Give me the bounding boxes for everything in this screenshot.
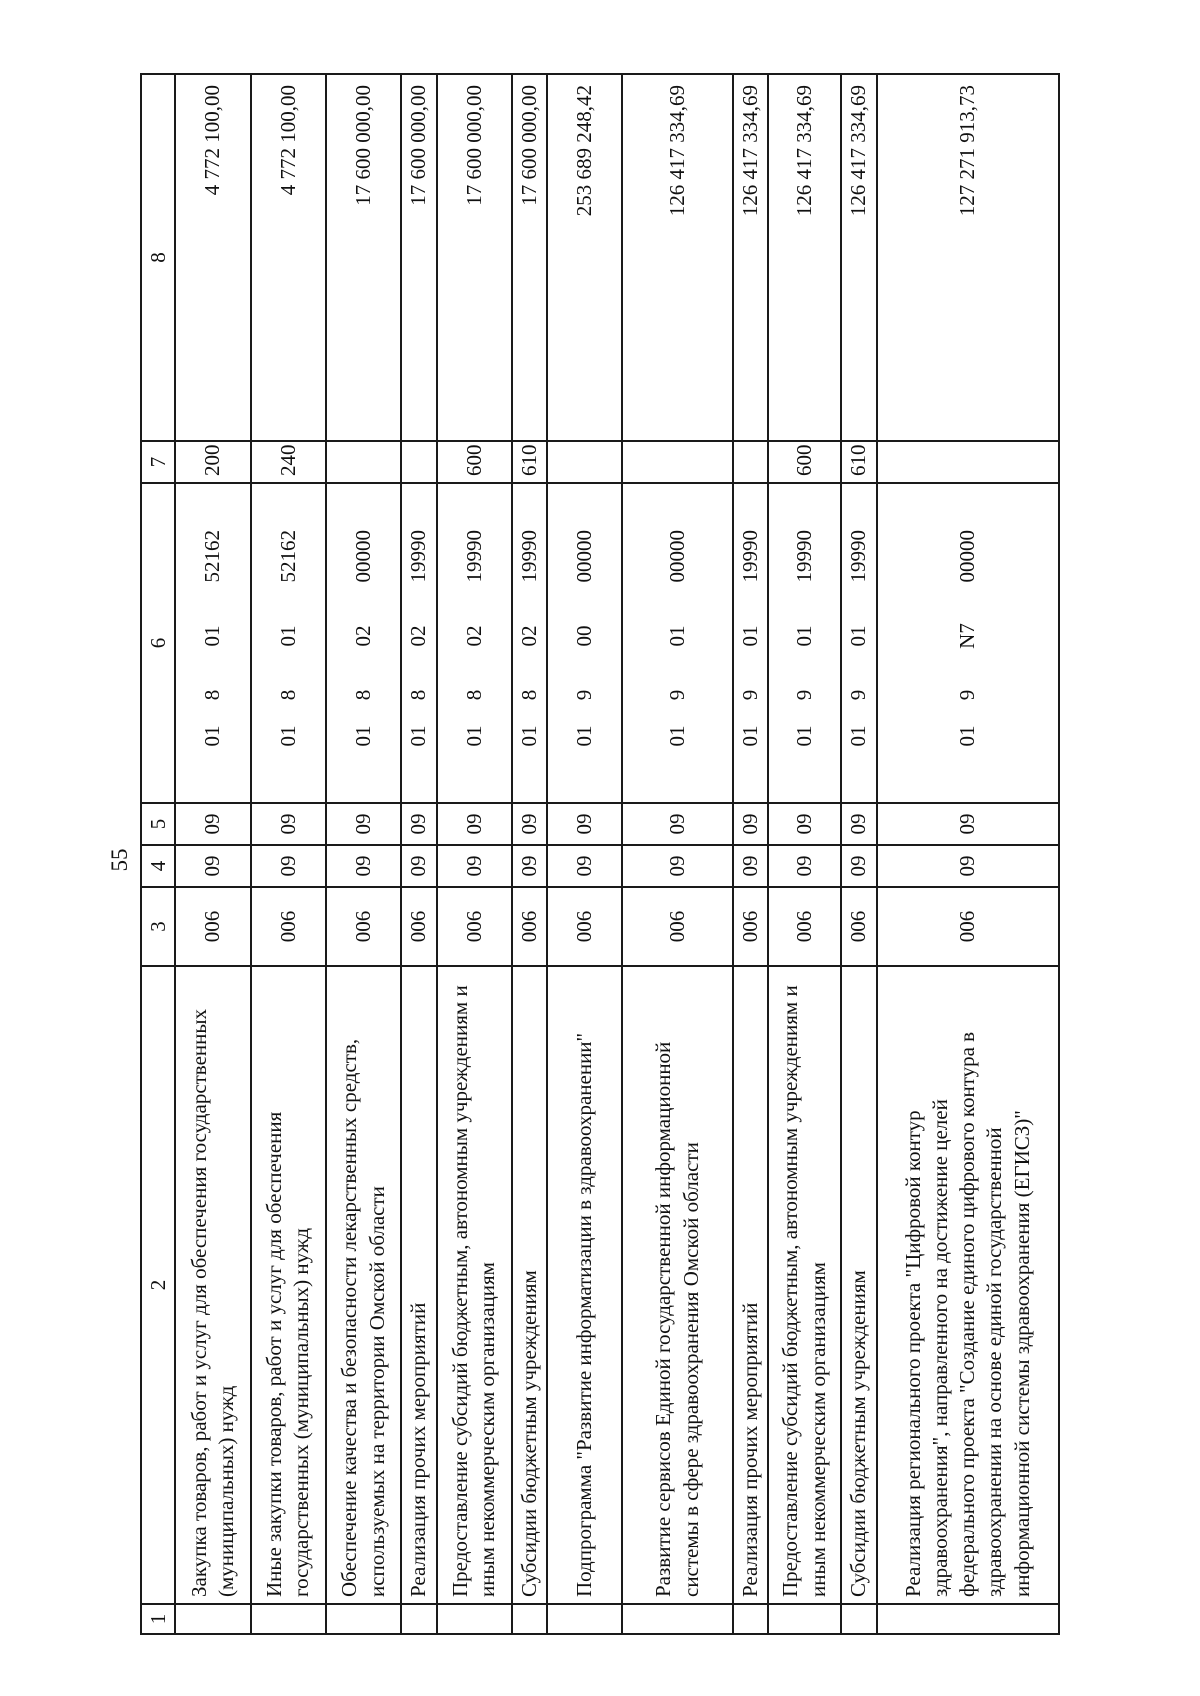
header-col-6: 6 <box>141 483 175 803</box>
row-code-col6 <box>326 483 401 803</box>
header-col-3: 3 <box>141 887 175 966</box>
col6-part-1: 01 <box>351 725 375 747</box>
header-col-7: 7 <box>141 441 175 483</box>
row-code-col3: 006 <box>437 887 512 966</box>
row-name: Субсидии бюджетным учреждениям <box>841 966 876 1604</box>
col6-part-3: 02 <box>406 625 431 647</box>
row-code-col4: 09 <box>547 845 622 887</box>
row-code-col3: 006 <box>326 887 401 966</box>
row-index-cell <box>401 1604 436 1634</box>
col6-part-1: 01 <box>846 725 871 747</box>
row-amount: 126 417 334,69 <box>622 74 733 441</box>
row-code-col4: 09 <box>175 845 250 887</box>
row-index-cell <box>326 1604 401 1634</box>
table-row <box>841 74 876 1634</box>
col6-part-3: 01 <box>200 625 225 647</box>
row-index-cell <box>877 1604 1060 1634</box>
row-name: Закупка товаров, работ и услуг для обеспечения государственных (муниципальных) нужд <box>175 966 250 1604</box>
col6-part-1: 01 <box>461 725 486 747</box>
row-code-col5: 09 <box>547 803 622 845</box>
row-amount: 4 772 100,00 <box>175 74 250 441</box>
col6-part-1: 01 <box>406 725 431 747</box>
row-index-cell <box>437 1604 512 1634</box>
table-row <box>326 74 401 1634</box>
col6-part-4: 19990 <box>846 530 871 583</box>
row-code-col4: 09 <box>877 845 1060 887</box>
row-code-col4: 09 <box>401 845 436 887</box>
page-number: 55 <box>107 848 132 872</box>
row-name: Развитие сервисов Единой государственной информационной системы в сфере здравоохранения Омской области <box>622 966 733 1604</box>
col6-part-1: 01 <box>737 725 762 747</box>
row-amount: 17 600 000,00 <box>326 74 401 441</box>
table-row <box>877 74 1060 1634</box>
row-code-col7 <box>733 441 768 483</box>
row-amount: 17 600 000,00 <box>512 74 547 441</box>
col6-part-2: 8 <box>275 689 300 701</box>
row-code-col6 <box>768 483 841 803</box>
row-code-col5: 09 <box>877 803 1060 845</box>
row-amount: 4 772 100,00 <box>251 74 326 441</box>
row-code-col7 <box>326 441 401 483</box>
col6-part-4: 19990 <box>792 530 817 583</box>
row-code-col7: 600 <box>768 441 841 483</box>
row-code-col3: 006 <box>401 887 436 966</box>
row-name: Предоставление субсидий бюджетным, автономным учреждениям и иным некоммерческим организациям <box>437 966 512 1604</box>
col6-part-3: 01 <box>275 625 300 647</box>
row-code-col4: 09 <box>251 845 326 887</box>
row-code-col4: 09 <box>326 845 401 887</box>
row-code-col3: 006 <box>733 887 768 966</box>
row-code-col7: 600 <box>437 441 512 483</box>
row-amount: 17 600 000,00 <box>437 74 512 441</box>
table-row <box>768 74 841 1634</box>
col6-part-4: 19990 <box>737 530 762 583</box>
row-code-col7 <box>877 441 1060 483</box>
row-index-cell <box>733 1604 768 1634</box>
col6-part-2: 9 <box>572 689 597 701</box>
row-code-col6 <box>251 483 326 803</box>
row-code-col6 <box>401 483 436 803</box>
row-index-cell <box>622 1604 733 1634</box>
row-index-cell <box>768 1604 841 1634</box>
table-row <box>547 74 622 1634</box>
col6-part-4: 52162 <box>275 530 300 583</box>
row-index-cell <box>512 1604 547 1634</box>
col6-part-3: 02 <box>516 625 541 647</box>
row-code-col3: 006 <box>547 887 622 966</box>
col6-part-2: 9 <box>955 689 980 701</box>
row-amount: 127 271 913,73 <box>877 74 1060 441</box>
col6-part-1: 01 <box>275 725 300 747</box>
col6-part-2: 9 <box>846 689 871 701</box>
col6-part-1: 01 <box>572 725 597 747</box>
header-col-1: 1 <box>141 1604 175 1634</box>
col6-part-3: 01 <box>665 625 690 647</box>
table-row <box>401 74 436 1634</box>
row-code-col5: 09 <box>326 803 401 845</box>
col6-part-2: 8 <box>351 689 375 701</box>
row-code-col4: 09 <box>512 845 547 887</box>
header-col-8: 8 <box>141 74 175 441</box>
row-code-col5: 09 <box>437 803 512 845</box>
row-code-col4: 09 <box>437 845 512 887</box>
row-name: Подпрограмма "Развитие информатизации в здравоохранении" <box>547 966 622 1604</box>
row-amount: 253 689 248,42 <box>547 74 622 441</box>
row-code-col7: 200 <box>175 441 250 483</box>
row-code-col6 <box>437 483 512 803</box>
col6-part-1: 01 <box>200 725 225 747</box>
row-amount: 126 417 334,69 <box>733 74 768 441</box>
row-code-col5: 09 <box>841 803 876 845</box>
row-code-col3: 006 <box>877 887 1060 966</box>
row-code-col4: 09 <box>733 845 768 887</box>
row-amount: 126 417 334,69 <box>841 74 876 441</box>
col6-part-4: 00000 <box>572 530 597 583</box>
row-name: Реализация регионального проекта "Цифровой контур здравоохранения", направленного на достижение целей федерального проекта "Создание единого цифрового контура в здравоохранении на основе единой государственной информационной системы здравоохранения (ЕГИСЗ)" <box>877 966 1060 1604</box>
row-code-col5: 09 <box>768 803 841 845</box>
row-code-col5: 09 <box>733 803 768 845</box>
col6-part-4: 19990 <box>406 530 431 583</box>
col6-part-1: 01 <box>955 725 980 747</box>
col6-part-2: 9 <box>737 689 762 701</box>
table-row <box>175 74 250 1634</box>
row-index-cell <box>251 1604 326 1634</box>
table-row <box>437 74 512 1634</box>
col6-part-3: N7 <box>955 623 980 649</box>
col6-part-3: 01 <box>846 625 871 647</box>
col6-part-3: 00 <box>572 625 597 647</box>
col6-part-4: 19990 <box>516 530 541 583</box>
row-code-col3: 006 <box>251 887 326 966</box>
table-row <box>251 74 326 1634</box>
row-code-col6 <box>622 483 733 803</box>
row-code-col3: 006 <box>512 887 547 966</box>
budget-table <box>140 73 1060 1635</box>
row-name: Обеспечение качества и безопасности лекарственных средств, используемых на территории Омской области <box>326 966 401 1604</box>
row-code-col3: 006 <box>768 887 841 966</box>
row-code-col3: 006 <box>175 887 250 966</box>
col6-part-4: 19990 <box>461 530 486 583</box>
row-code-col6 <box>733 483 768 803</box>
row-index-cell <box>547 1604 622 1634</box>
col6-part-4: 00000 <box>955 530 980 583</box>
row-name: Реализация прочих мероприятий <box>401 966 436 1604</box>
row-code-col6 <box>841 483 876 803</box>
row-index-cell <box>175 1604 250 1634</box>
row-code-col7 <box>547 441 622 483</box>
table-row <box>512 74 547 1634</box>
rotated-table-frame <box>140 75 1060 1635</box>
table-row <box>733 74 768 1634</box>
col6-part-1: 01 <box>516 725 541 747</box>
row-name: Реализация прочих мероприятий <box>733 966 768 1604</box>
row-code-col6 <box>877 483 1060 803</box>
row-amount: 126 417 334,69 <box>768 74 841 441</box>
row-code-col7 <box>401 441 436 483</box>
header-col-4: 4 <box>141 845 175 887</box>
row-name: Субсидии бюджетным учреждениям <box>512 966 547 1604</box>
col6-part-2: 9 <box>665 689 690 701</box>
col6-part-4: 00000 <box>665 530 690 583</box>
row-code-col5: 09 <box>251 803 326 845</box>
header-col-2: 2 <box>141 966 175 1604</box>
header-col-5: 5 <box>141 803 175 845</box>
col6-part-1: 01 <box>665 725 690 747</box>
row-code-col6 <box>175 483 250 803</box>
row-code-col3: 006 <box>622 887 733 966</box>
row-name: Предоставление субсидий бюджетным, автономным учреждениям и иным некоммерческим организациям <box>768 966 841 1604</box>
row-name: Иные закупки товаров, работ и услуг для обеспечения государственных (муниципальных) нужд <box>251 966 326 1604</box>
col6-part-3: 02 <box>461 625 486 647</box>
col6-part-3: 01 <box>792 625 817 647</box>
row-amount: 17 600 000,00 <box>401 74 436 441</box>
row-code-col6 <box>547 483 622 803</box>
row-code-col5: 09 <box>512 803 547 845</box>
row-code-col4: 09 <box>622 845 733 887</box>
row-code-col5: 09 <box>622 803 733 845</box>
row-code-col5: 09 <box>401 803 436 845</box>
col6-part-3: 02 <box>351 625 375 647</box>
row-code-col4: 09 <box>841 845 876 887</box>
row-index-cell <box>841 1604 876 1634</box>
col6-part-2: 8 <box>406 689 431 701</box>
row-code-col6 <box>512 483 547 803</box>
row-code-col3: 006 <box>841 887 876 966</box>
col6-part-1: 01 <box>792 725 817 747</box>
col6-part-4: 52162 <box>200 530 225 583</box>
row-code-col7: 610 <box>512 441 547 483</box>
col6-part-3: 01 <box>737 625 762 647</box>
col6-part-2: 8 <box>200 689 225 701</box>
row-code-col5: 09 <box>175 803 250 845</box>
col6-part-2: 8 <box>516 689 541 701</box>
row-code-col7: 610 <box>841 441 876 483</box>
col6-part-2: 8 <box>461 689 486 701</box>
row-code-col7: 240 <box>251 441 326 483</box>
table-row <box>622 74 733 1634</box>
row-code-col7 <box>622 441 733 483</box>
row-code-col4: 09 <box>768 845 841 887</box>
col6-part-4: 00000 <box>351 530 375 583</box>
col6-part-2: 9 <box>792 689 817 701</box>
header-row <box>141 74 175 1634</box>
